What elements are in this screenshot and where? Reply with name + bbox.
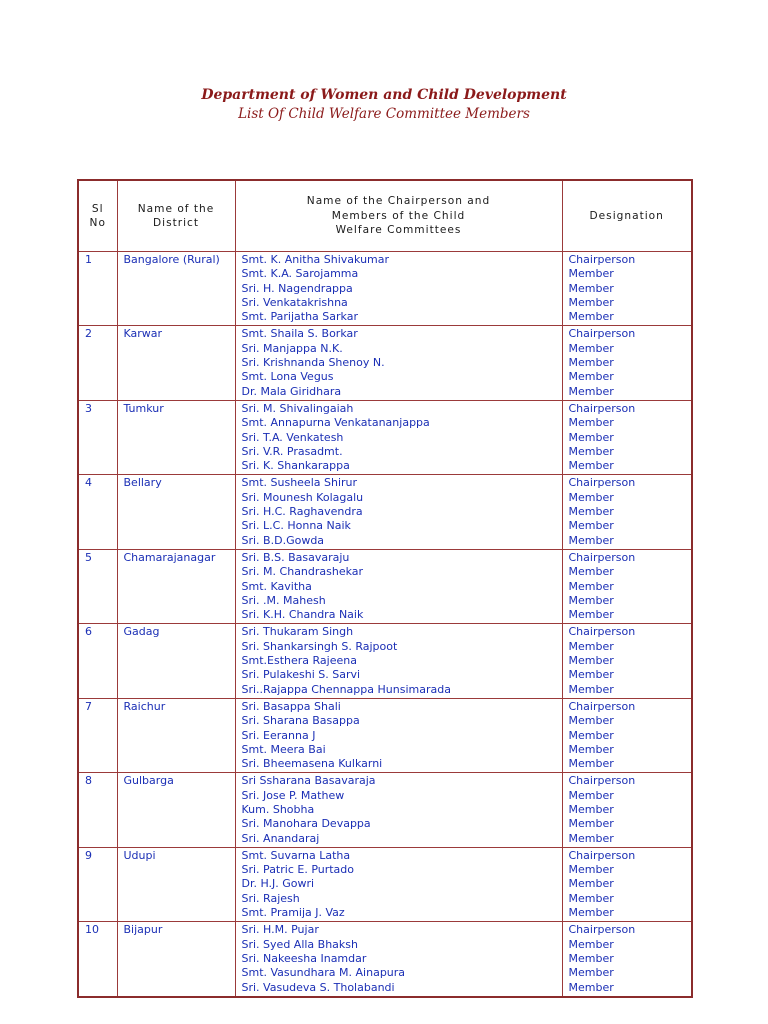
member-name: Sri. H. Nagendrappa (241, 281, 353, 295)
cell-district: Bangalore (Rural) (117, 252, 235, 326)
cell-members (235, 773, 562, 847)
member-name: Sri. Krishnanda Shenoy N. (241, 356, 385, 370)
member-designation: Member (568, 356, 614, 370)
member-designation: Member (568, 267, 614, 281)
member-name: Sri. Jose P. Mathew (241, 788, 345, 802)
member-name: Smt. Lona Vegus (241, 370, 334, 384)
member-designation: Chairperson (568, 327, 636, 341)
member-name: Sri. Syed Alla Bhaksh (241, 937, 358, 951)
cell-district: Karwar (117, 326, 235, 400)
member-designation: Member (568, 519, 614, 533)
member-name: Smt. Meera Bai (241, 742, 326, 756)
cell-sl-no: 5 (78, 549, 117, 623)
member-designation: Member (568, 341, 614, 355)
cell-designations (562, 252, 692, 326)
cell-members (235, 252, 562, 326)
member-designation: Member (568, 459, 614, 473)
cell-district: Bijapur (117, 922, 235, 997)
cell-members (235, 326, 562, 400)
member-designation: Member (568, 802, 614, 816)
member-designation: Member (568, 877, 614, 891)
table-row (78, 922, 692, 997)
member-name: Sri. L.C. Honna Naik (241, 519, 351, 533)
member-name: Sri. .M. Mahesh (241, 593, 326, 607)
member-name: Smt. K.A. Sarojamma (241, 267, 359, 281)
member-designation: Member (568, 593, 614, 607)
member-name: Smt. Vasundhara M. Ainapura (241, 966, 406, 980)
cell-designations (562, 549, 692, 623)
cell-members (235, 400, 562, 474)
table-body (78, 252, 692, 997)
member-designation: Member (568, 654, 614, 668)
document-title: Department of Women and Child Development (201, 87, 567, 103)
member-designation: Member (568, 817, 614, 831)
table-row (78, 773, 692, 847)
member-designation: Member (568, 430, 614, 444)
member-name: Sri. Manohara Devappa (241, 817, 371, 831)
member-name: Smt. Parijatha Sarkar (241, 310, 358, 324)
member-designation: Chairperson (568, 699, 636, 713)
member-designation: Member (568, 788, 614, 802)
member-name: Smt. Susheela Shirur (241, 476, 358, 490)
cell-members (235, 475, 562, 549)
cell-members (235, 847, 562, 921)
cell-sl-no: 4 (78, 475, 117, 549)
cell-sl-no: 3 (78, 400, 117, 474)
cell-district: Gulbarga (117, 773, 235, 847)
cell-designations (562, 773, 692, 847)
cell-district: Chamarajanagar (117, 549, 235, 623)
cell-district: Gadag (117, 624, 235, 698)
member-name: Sri. Sharana Basappa (241, 714, 360, 728)
cell-designations (562, 624, 692, 698)
table-header-row (78, 180, 692, 252)
cell-members (235, 549, 562, 623)
member-designation: Chairperson (568, 550, 636, 564)
member-name: Smt. Suvarna Latha (241, 848, 351, 862)
member-designation: Member (568, 891, 614, 905)
cell-designations (562, 326, 692, 400)
member-name: Sri. Rajesh (241, 891, 300, 905)
member-name: Dr. H.J. Gowri (241, 877, 315, 891)
header-members (235, 180, 562, 252)
member-designation: Member (568, 490, 614, 504)
member-designation: Chairperson (568, 625, 636, 639)
cell-designations (562, 400, 692, 474)
member-designation: Member (568, 757, 614, 771)
member-name: Sri..Rajappa Chennappa Hunsimarada (241, 682, 451, 696)
header-line: Name of the Chairperson and (306, 195, 491, 208)
cell-designations (562, 475, 692, 549)
header-district (117, 180, 235, 252)
member-designation: Member (568, 505, 614, 519)
member-name: Sri. Venkatakrishna (241, 295, 348, 309)
member-designation: Member (568, 608, 614, 622)
member-name: Sri. Eeranna J (241, 728, 316, 742)
member-designation: Member (568, 728, 614, 742)
header-line: Members of the Child (331, 209, 466, 222)
member-designation: Member (568, 295, 614, 309)
member-name: Sri. Nakeesha Inamdar (241, 951, 367, 965)
cell-designations (562, 847, 692, 921)
member-name: Sri Ssharana Basavaraja (241, 774, 376, 788)
member-name: Sri. M. Chandrashekar (241, 565, 364, 579)
member-name: Smt. Shaila S. Borkar (241, 327, 358, 341)
header-designation: Designation (562, 180, 692, 252)
member-designation: Member (568, 370, 614, 384)
member-name: Smt. Pramija J. Vaz (241, 906, 345, 920)
cell-district: Raichur (117, 698, 235, 772)
member-designation: Member (568, 966, 614, 980)
table-row (78, 624, 692, 698)
member-designation: Member (568, 639, 614, 653)
member-name: Sri. Vasudeva S. Tholabandi (241, 980, 395, 994)
member-designation: Member (568, 533, 614, 547)
member-name: Sri. T.A. Venkatesh (241, 430, 344, 444)
member-designation: Chairperson (568, 848, 636, 862)
member-designation: Member (568, 906, 614, 920)
member-name: Sri. Mounesh Kolagalu (241, 490, 364, 504)
member-name: Smt. K. Anitha Shivakumar (241, 253, 390, 266)
member-name: Sri. Patric E. Purtado (241, 863, 355, 877)
member-name: Sri. Manjappa N.K. (241, 341, 343, 355)
member-name: Sri. H.M. Pujar (241, 923, 319, 937)
member-designation: Member (568, 565, 614, 579)
member-designation: Chairperson (568, 923, 636, 937)
cell-sl-no: 2 (78, 326, 117, 400)
member-designation: Member (568, 714, 614, 728)
header-sl-no (78, 180, 117, 252)
member-designation: Member (568, 281, 614, 295)
member-designation: Chairperson (568, 253, 636, 266)
table-row (78, 326, 692, 400)
cell-members (235, 624, 562, 698)
cell-designations (562, 922, 692, 997)
member-designation: Member (568, 863, 614, 877)
member-designation: Member (568, 668, 614, 682)
cell-sl-no: 8 (78, 773, 117, 847)
header-line: Welfare Committees (335, 224, 462, 237)
member-name: Sri. V.R. Prasadmt. (241, 444, 343, 458)
document-subtitle: List Of Child Welfare Committee Members (238, 106, 530, 122)
member-name: Sri. Pulakeshi S. Sarvi (241, 668, 361, 682)
table-row (78, 475, 692, 549)
member-name: Sri. Shankarsingh S. Rajpoot (241, 639, 398, 653)
header-line: District (152, 217, 200, 229)
cell-district: Udupi (117, 847, 235, 921)
member-name: Sri. Anandaraj (241, 831, 320, 845)
cell-sl-no: 1 (78, 252, 117, 326)
member-name: Sri. H.C. Raghavendra (241, 505, 363, 519)
member-designation: Member (568, 444, 614, 458)
cell-members (235, 922, 562, 997)
cell-district: Bellary (117, 475, 235, 549)
cell-sl-no: 7 (78, 698, 117, 772)
document-header (0, 86, 768, 123)
header-line: No (89, 217, 106, 229)
table-row (78, 549, 692, 623)
table-row (78, 847, 692, 921)
member-designation: Member (568, 682, 614, 696)
member-name: Sri. K.H. Chandra Naik (241, 608, 364, 622)
member-designation: Member (568, 416, 614, 430)
member-designation: Chairperson (568, 401, 636, 415)
table-row (78, 400, 692, 474)
member-designation: Member (568, 951, 614, 965)
member-designation: Member (568, 384, 614, 398)
header-line: Sl (91, 202, 104, 215)
member-designation: Chairperson (568, 476, 636, 490)
table-row (78, 252, 692, 326)
member-name: Sri. B.S. Basavaraju (241, 550, 350, 564)
member-designation: Member (568, 310, 614, 324)
member-name: Sri. Basappa Shali (241, 699, 341, 713)
cell-designations (562, 698, 692, 772)
member-name: Smt. Annapurna Venkatananjappa (241, 416, 430, 430)
member-name: Kum. Shobha (241, 802, 315, 816)
member-designation: Member (568, 937, 614, 951)
member-name: Smt. Kavitha (241, 579, 312, 593)
header-line: Name of the (137, 202, 215, 215)
member-name: Sri. M. Shivalingaiah (241, 401, 354, 415)
member-name: Sri. B.D.Gowda (241, 533, 325, 547)
member-name: Smt.Esthera Rajeena (241, 654, 357, 668)
member-designation: Member (568, 980, 614, 994)
committee-members-table (77, 179, 693, 998)
member-designation: Member (568, 831, 614, 845)
member-designation: Member (568, 579, 614, 593)
cell-members (235, 698, 562, 772)
member-name: Sri. Thukaram Singh (241, 625, 354, 639)
member-name: Sri. Bheemasena Kulkarni (241, 757, 383, 771)
cell-sl-no: 9 (78, 847, 117, 921)
member-designation: Chairperson (568, 774, 636, 788)
member-name: Sri. K. Shankarappa (241, 459, 350, 473)
cell-sl-no: 6 (78, 624, 117, 698)
cell-district: Tumkur (117, 400, 235, 474)
cell-sl-no: 10 (78, 922, 117, 997)
member-designation: Member (568, 742, 614, 756)
member-name: Dr. Mala Giridhara (241, 384, 342, 398)
table-row (78, 698, 692, 772)
